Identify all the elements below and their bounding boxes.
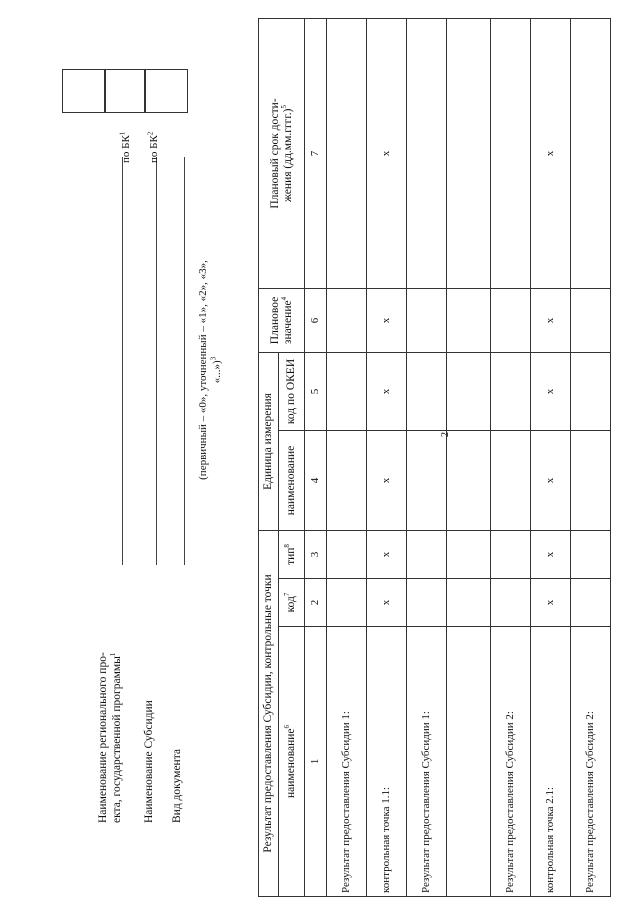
row-name-cell[interactable]: Результат предоставления Субсидии 1: bbox=[327, 627, 367, 897]
row-value-cell[interactable] bbox=[571, 18, 611, 288]
col-number: 1 bbox=[305, 627, 327, 897]
row-value-cell[interactable] bbox=[447, 530, 491, 578]
col-number: 3 bbox=[305, 530, 327, 578]
row-name-cell[interactable]: Результат предоставления Субсидии 2: bbox=[491, 627, 531, 897]
row-value-cell[interactable] bbox=[327, 352, 367, 430]
row-value-cell[interactable] bbox=[407, 288, 447, 352]
row-value-cell[interactable] bbox=[571, 530, 611, 578]
row-value-cell[interactable] bbox=[327, 288, 367, 352]
bk-code-box-3[interactable] bbox=[144, 69, 188, 113]
row-value-cell[interactable] bbox=[407, 18, 447, 288]
row-value-cell[interactable] bbox=[407, 352, 447, 430]
row-value-cell[interactable] bbox=[571, 288, 611, 352]
row-value-cell[interactable]: x bbox=[531, 530, 571, 578]
col-number: 5 bbox=[305, 352, 327, 430]
row-name-cell[interactable] bbox=[447, 627, 491, 897]
row-value-cell[interactable] bbox=[327, 530, 367, 578]
page-number: 2 bbox=[440, 432, 451, 437]
bk-code-box-1[interactable] bbox=[62, 69, 106, 113]
col-number: 2 bbox=[305, 579, 327, 627]
row-value-cell[interactable] bbox=[491, 288, 531, 352]
header-unit-group: Единица измерения bbox=[259, 352, 279, 530]
row-value-cell[interactable] bbox=[447, 288, 491, 352]
table-header-row-1 bbox=[259, 18, 279, 896]
row-value-cell[interactable] bbox=[327, 430, 367, 530]
col-number: 7 bbox=[305, 18, 327, 288]
header-type: тип$^8$ bbox=[279, 530, 305, 578]
row-value-cell[interactable] bbox=[571, 352, 611, 430]
field-line-subsidy[interactable] bbox=[156, 157, 157, 565]
row-name-cell[interactable]: контрольная точка 1.1: bbox=[367, 627, 407, 897]
row-value-cell[interactable] bbox=[571, 430, 611, 530]
bk-code-box-2[interactable] bbox=[104, 69, 146, 113]
row-value-cell[interactable]: x bbox=[531, 579, 571, 627]
row-value-cell[interactable] bbox=[491, 18, 531, 288]
row-value-cell[interactable] bbox=[447, 430, 491, 530]
field-label-subsidy: Наименование Субсидии bbox=[143, 700, 155, 823]
table-row bbox=[491, 18, 531, 896]
row-value-cell[interactable]: x bbox=[367, 352, 407, 430]
row-value-cell[interactable]: x bbox=[367, 579, 407, 627]
row-value-cell[interactable] bbox=[407, 579, 447, 627]
table-row bbox=[367, 18, 407, 896]
header-unit-code: код по ОКЕИ bbox=[279, 352, 305, 430]
row-value-cell[interactable] bbox=[447, 352, 491, 430]
row-value-cell[interactable]: x bbox=[367, 430, 407, 530]
col-number: 6 bbox=[305, 288, 327, 352]
header-deadline: Плановый срок дости- жения (дд.мм.гггг.)$^5$ bbox=[259, 18, 305, 288]
bk-label-1: по $БК^1$ bbox=[118, 131, 132, 163]
row-value-cell[interactable]: x bbox=[531, 288, 571, 352]
header-result-group: Результат предоставления Субсидии, контрольные точки bbox=[259, 530, 279, 896]
table-row bbox=[531, 18, 571, 896]
row-value-cell[interactable]: x bbox=[367, 288, 407, 352]
row-value-cell[interactable] bbox=[327, 579, 367, 627]
header-unit-name: наименование bbox=[279, 430, 305, 530]
doc-type-note: (первичный – «0», уточненный – «1», «2», «3», «...»)$^3$ bbox=[197, 260, 223, 480]
row-name-cell[interactable]: контрольная точка 2.1: bbox=[531, 627, 571, 897]
header-code: код$^7$ bbox=[279, 579, 305, 627]
table-row bbox=[327, 18, 367, 896]
row-value-cell[interactable] bbox=[447, 18, 491, 288]
row-value-cell[interactable] bbox=[407, 530, 447, 578]
row-value-cell[interactable] bbox=[491, 352, 531, 430]
row-value-cell[interactable] bbox=[571, 579, 611, 627]
row-name-cell[interactable]: Результат предоставления Субсидии 2: bbox=[571, 627, 611, 897]
row-value-cell[interactable] bbox=[491, 530, 531, 578]
field-line-doc-type[interactable] bbox=[184, 157, 185, 565]
table-column-numbers bbox=[305, 18, 327, 896]
header-name: наименование$^6$ bbox=[279, 627, 305, 897]
col-number: 4 bbox=[305, 430, 327, 530]
field-label-project: Наименование регионального про- екта, государственной программы$^1$ bbox=[97, 652, 123, 823]
row-value-cell[interactable] bbox=[491, 579, 531, 627]
row-value-cell[interactable]: x bbox=[367, 530, 407, 578]
row-name-cell[interactable]: Результат предоставления Субсидии 1: bbox=[407, 627, 447, 897]
row-value-cell[interactable]: x bbox=[531, 352, 571, 430]
row-value-cell[interactable] bbox=[447, 579, 491, 627]
header-plan-value: Плановое значение$^4$ bbox=[259, 288, 305, 352]
field-label-doc-type: Вид документа bbox=[171, 749, 183, 823]
row-value-cell[interactable] bbox=[491, 430, 531, 530]
results-table bbox=[258, 18, 611, 897]
row-value-cell[interactable]: x bbox=[531, 430, 571, 530]
row-value-cell[interactable] bbox=[407, 430, 447, 530]
row-value-cell[interactable] bbox=[327, 18, 367, 288]
field-line-project[interactable] bbox=[122, 157, 123, 565]
table-row bbox=[571, 18, 611, 896]
row-value-cell[interactable]: x bbox=[367, 18, 407, 288]
table-row bbox=[407, 18, 447, 896]
row-value-cell[interactable]: x bbox=[531, 18, 571, 288]
table-row bbox=[447, 18, 491, 896]
bk-label-2: по $БК^2$ bbox=[146, 131, 160, 163]
